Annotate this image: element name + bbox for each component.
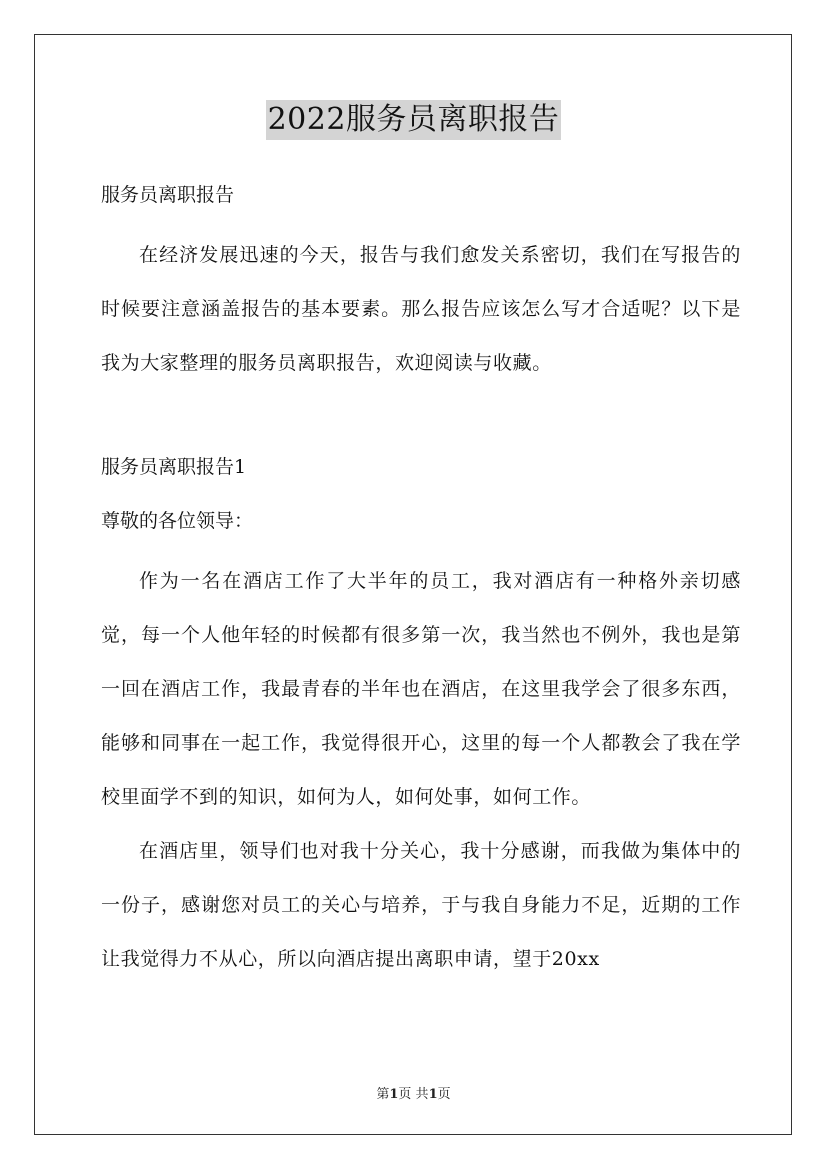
body-paragraph-1: 作为一名在酒店工作了大半年的员工，我对酒店有一种格外亲切感觉，每一个人他年轻的时候都有很多第一次，我当然也不例外，我也是第一回在酒店工作，我最青春的半年也在酒店，在这里我学会了很多东西，能够和同事在一起工作，我觉得很开心，这里的每一个人都教会了我在学校里面学不到的知识，如何为人，如何处事，如何工作。 <box>101 570 741 808</box>
body-paragraph-2: 在酒店里，领导们也对我十分关心，我十分感谢，而我做为集体中的一份子，感谢您对员工的关心与培养，于与我自身能力不足，近期的工作让我觉得力不从心，所以向酒店提出离职申请，望于20xx <box>101 840 741 970</box>
title-container <box>0 100 827 140</box>
page-total: 1 <box>428 1087 438 1102</box>
page-prefix: 第 <box>376 1087 390 1102</box>
page-mid: 页 共 <box>398 1087 429 1102</box>
document-title: 2022服务员离职报告 <box>266 100 562 140</box>
salutation: 尊敬的各位领导： <box>101 510 254 532</box>
document-subtitle: 服务员离职报告 <box>101 184 235 206</box>
intro-paragraph: 在经济发展迅速的今天，报告与我们愈发关系密切，我们在写报告的时候要注意涵盖报告的基本要素。那么报告应该怎么写才合适呢？以下是我为大家整理的服务员离职报告，欢迎阅读与收藏。 <box>101 244 741 374</box>
page-footer <box>0 1083 827 1102</box>
document-body <box>101 174 741 986</box>
page-suffix: 页 <box>437 1087 451 1102</box>
section-heading: 服务员离职报告1 <box>101 456 247 478</box>
page-current: 1 <box>389 1087 399 1102</box>
